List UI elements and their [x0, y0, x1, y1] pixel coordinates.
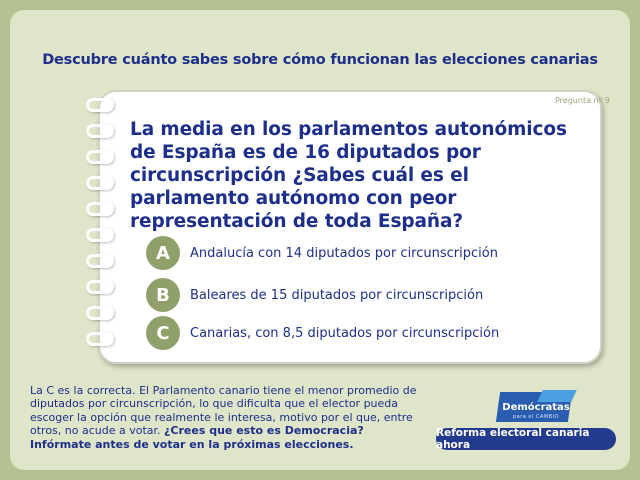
question-number: Pregunta nº 9	[555, 96, 610, 105]
democratas-logo[interactable]	[498, 390, 574, 426]
notebook-rings	[86, 98, 126, 358]
answer-option-a[interactable]	[146, 236, 498, 270]
answer-option-c[interactable]	[146, 316, 499, 350]
option-text-a: Andalucía con 14 diputados por circunscripción	[190, 245, 498, 261]
logo-tagline: para el CAMBIO	[512, 414, 560, 420]
question-text: La media en los parlamentos autonómicos de España es de 16 diputados por circunscripción ¿Sabes cuál es el parlamento autónomo con peor representación de toda España?	[130, 119, 567, 232]
ring-icon	[86, 202, 114, 216]
explanation-text: La C es la correcta. El Parlamento canario tiene el menor promedio de diputados por circunscripción, lo que dificulta que el elector pueda escoger la opción que realmente le interesa, motivo por el que, entre otros, no acude a votar.	[30, 384, 417, 438]
option-text-c: Canarias, con 8,5 diputados por circunscripción	[190, 325, 500, 341]
answer-explanation	[30, 384, 426, 451]
option-letter-b: B	[146, 278, 180, 312]
ring-icon	[86, 124, 114, 138]
ring-icon	[86, 280, 114, 294]
ring-icon	[86, 332, 114, 346]
ring-icon	[86, 150, 114, 164]
ring-icon	[86, 228, 114, 242]
answer-option-b[interactable]	[146, 278, 483, 312]
page-title: Descubre cuánto sabes sobre cómo funcionan las elecciones canarias	[42, 52, 598, 68]
option-text-b: Baleares de 15 diputados por circunscripción	[190, 287, 484, 303]
reforma-electoral-button[interactable]: Reforma electoral canaria ahora	[436, 428, 616, 450]
option-letter-c: C	[146, 316, 180, 350]
ring-icon	[86, 254, 114, 268]
option-letter-a: A	[146, 236, 180, 270]
logo-flag-icon	[537, 390, 577, 402]
ring-icon	[86, 98, 114, 112]
explanation-call-to-action: ¿Crees que esto es Democracia? Infórmate antes de votar en la próximas elecciones.	[30, 424, 364, 451]
ring-icon	[86, 176, 114, 190]
ring-icon	[86, 306, 114, 320]
logo-name: Demócratas	[502, 402, 570, 413]
